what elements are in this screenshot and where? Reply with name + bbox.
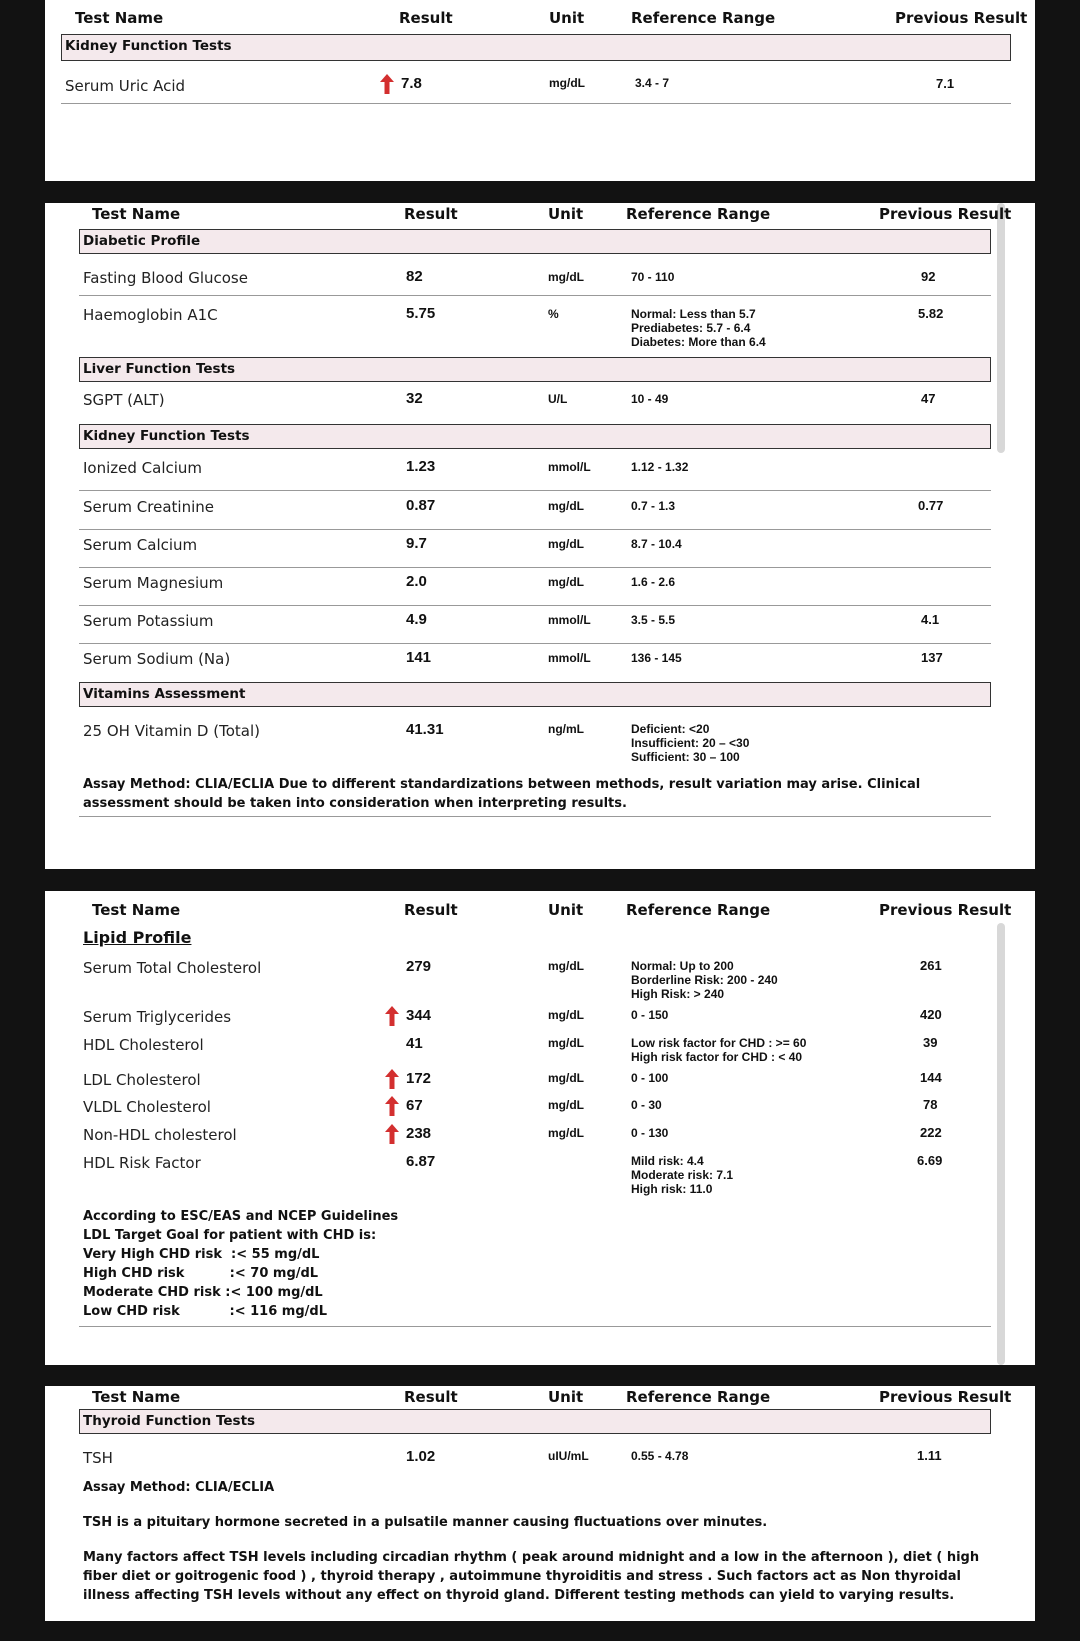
test-reference-range: 0.55 - 4.78 xyxy=(631,1449,689,1463)
test-previous-result: 1.11 xyxy=(917,1448,942,1463)
assay-method-note: Assay Method: CLIA/ECLIA Due to different standardizations between methods, result variation may arise. Clinical assessment should be taken into consideration when interpreting results. xyxy=(83,777,921,811)
test-reference-range: 10 - 49 xyxy=(631,392,669,406)
assay-method-note: Assay Method: CLIA/ECLIA xyxy=(83,1480,275,1495)
test-reference-range: 70 - 110 xyxy=(631,270,675,284)
test-previous-result: 420 xyxy=(920,1007,942,1022)
test-name: Serum Uric Acid xyxy=(65,77,186,95)
test-result: 344 xyxy=(406,1007,432,1024)
test-unit: mg/dL xyxy=(549,76,585,90)
test-result: 2.0 xyxy=(406,573,427,590)
test-previous-result: 47 xyxy=(921,391,936,406)
test-name: HDL Risk Factor xyxy=(83,1154,201,1172)
test-name: Serum Creatinine xyxy=(83,498,214,516)
test-reference-range: 0 - 100 xyxy=(631,1071,669,1085)
test-unit: mg/dL xyxy=(548,575,584,589)
row-divider xyxy=(79,605,991,606)
header-previous-result: Previous Result xyxy=(895,9,1028,27)
panel-kidney-uric xyxy=(45,0,1035,181)
test-unit: mg/dL xyxy=(548,270,584,284)
test-name: TSH xyxy=(83,1449,113,1467)
panel-thyroid-function xyxy=(45,1386,1035,1621)
test-reference-range: 1.6 - 2.6 xyxy=(631,575,676,589)
test-reference-range: 0 - 30 xyxy=(631,1098,662,1112)
test-previous-result: 7.1 xyxy=(936,76,955,91)
section-diabetic-profile: Diabetic Profile xyxy=(79,229,991,254)
test-previous-result: 5.82 xyxy=(918,306,944,321)
test-unit: mmol/L xyxy=(548,460,591,474)
section-kidney-function: Kidney Function Tests xyxy=(61,34,1011,61)
header-test-name: Test Name xyxy=(92,1388,181,1406)
guideline-line: LDL Target Goal for patient with CHD is: xyxy=(83,1228,377,1243)
test-reference-range: 1.12 - 1.32 xyxy=(631,460,689,474)
test-reference-range: Normal: Up to 200 Borderline Risk: 200 - 240 High Risk: > 240 xyxy=(631,959,778,1001)
test-result: 32 xyxy=(406,390,423,407)
panel-lipid-profile xyxy=(45,891,1035,1365)
row-divider xyxy=(79,490,991,491)
test-reference-range: 0.7 - 1.3 xyxy=(631,499,676,513)
test-unit: % xyxy=(548,307,559,321)
tsh-factors-note: Many factors affect TSH levels including circadian rhythm ( peak around midnight and a low in the afternoon ), diet ( high fiber diet or goitrogenic food ) , thyroid therapy , autoimmune thyroiditis and stress . Such factors act as Non thyroidal illness affecting TSH levels without any effect on thyroid gland. Different testing methods can yield to varying results. xyxy=(83,1550,980,1603)
header-unit: Unit xyxy=(548,1388,584,1406)
row-divider xyxy=(79,643,991,644)
tsh-description-note: TSH is a pituitary hormone secreted in a pulsatile manner causing fluctuations over minutes. xyxy=(83,1515,768,1530)
section-vitamins-assessment: Vitamins Assessment xyxy=(79,682,991,707)
test-result: 67 xyxy=(406,1097,423,1114)
section-thyroid-function: Thyroid Function Tests xyxy=(79,1409,991,1434)
header-result: Result xyxy=(404,901,458,919)
test-previous-result: 4.1 xyxy=(921,612,940,627)
test-unit: mmol/L xyxy=(548,651,591,665)
header-unit: Unit xyxy=(549,9,585,27)
test-result: 82 xyxy=(406,268,423,285)
panel-diabetic-liver-kidney-vitamins xyxy=(45,203,1035,869)
high-flag-arrow-icon xyxy=(385,1006,399,1026)
test-reference-range: 0 - 130 xyxy=(631,1126,669,1140)
test-reference-range: Normal: Less than 5.7 Prediabetes: 5.7 - 6.4 Diabetes: More than 6.4 xyxy=(631,307,766,349)
test-name: Serum Magnesium xyxy=(83,574,224,592)
test-name: Non-HDL cholesterol xyxy=(83,1126,237,1144)
test-name: Serum Triglycerides xyxy=(83,1008,232,1026)
header-test-name: Test Name xyxy=(92,205,181,223)
test-reference-range: 8.7 - 10.4 xyxy=(631,537,682,551)
row-divider xyxy=(61,103,1011,104)
test-name: Ionized Calcium xyxy=(83,459,203,477)
header-previous-result: Previous Result xyxy=(879,205,1012,223)
test-result: 7.8 xyxy=(401,75,422,92)
guideline-line: Low CHD risk :< 116 mg/dL xyxy=(83,1304,327,1319)
test-unit: mg/dL xyxy=(548,1126,584,1140)
test-unit: mg/dL xyxy=(548,1008,584,1022)
row-divider xyxy=(79,567,991,568)
test-name: Fasting Blood Glucose xyxy=(83,269,248,287)
high-flag-arrow-icon xyxy=(385,1124,399,1144)
test-result: 0.87 xyxy=(406,497,436,514)
test-unit: U/L xyxy=(548,392,568,406)
guideline-line: High CHD risk :< 70 mg/dL xyxy=(83,1266,319,1281)
test-reference-range: Mild risk: 4.4 Moderate risk: 7.1 High risk: 11.0 xyxy=(631,1154,734,1196)
header-unit: Unit xyxy=(548,205,584,223)
test-name: HDL Cholesterol xyxy=(83,1036,204,1054)
test-reference-range: 3.4 - 7 xyxy=(635,76,670,90)
test-unit: mg/dL xyxy=(548,1071,584,1085)
test-unit: mg/dL xyxy=(548,1098,584,1112)
test-reference-range: 136 - 145 xyxy=(631,651,682,665)
scrollbar[interactable] xyxy=(997,923,1005,1365)
guideline-line: Very High CHD risk :< 55 mg/dL xyxy=(83,1247,320,1262)
high-flag-arrow-icon xyxy=(380,74,394,94)
test-previous-result: 78 xyxy=(923,1097,938,1112)
section-liver-function: Liver Function Tests xyxy=(79,357,991,382)
scrollbar[interactable] xyxy=(997,203,1005,453)
test-name: LDL Cholesterol xyxy=(83,1071,201,1089)
test-reference-range: 3.5 - 5.5 xyxy=(631,613,676,627)
test-previous-result: 144 xyxy=(920,1070,942,1085)
row-divider xyxy=(79,1326,991,1327)
header-result: Result xyxy=(404,205,458,223)
test-name: Serum Potassium xyxy=(83,612,214,630)
header-unit: Unit xyxy=(548,901,584,919)
test-unit: mg/dL xyxy=(548,537,584,551)
header-previous-result: Previous Result xyxy=(879,901,1012,919)
test-result: 1.02 xyxy=(406,1448,436,1465)
test-result: 9.7 xyxy=(406,535,427,552)
header-reference-range: Reference Range xyxy=(626,205,771,223)
test-result: 6.87 xyxy=(406,1153,436,1170)
test-previous-result: 137 xyxy=(921,650,943,665)
ldl-guidelines xyxy=(83,1207,398,1321)
high-flag-arrow-icon xyxy=(385,1069,399,1089)
test-result: 4.9 xyxy=(406,611,427,628)
header-reference-range: Reference Range xyxy=(631,9,776,27)
high-flag-arrow-icon xyxy=(385,1096,399,1116)
test-unit: mmol/L xyxy=(548,613,591,627)
test-result: 238 xyxy=(406,1125,432,1142)
header-reference-range: Reference Range xyxy=(626,901,771,919)
test-unit: mg/dL xyxy=(548,1036,584,1050)
test-name: VLDL Cholesterol xyxy=(83,1098,211,1116)
test-result: 41.31 xyxy=(406,721,444,738)
guideline-line: According to ESC/EAS and NCEP Guidelines xyxy=(83,1209,399,1224)
test-unit: ng/mL xyxy=(548,722,584,736)
test-reference-range: Low risk factor for CHD : >= 60 High risk factor for CHD : < 40 xyxy=(631,1036,807,1064)
row-divider xyxy=(79,529,991,530)
header-reference-range: Reference Range xyxy=(626,1388,771,1406)
test-result: 141 xyxy=(406,649,432,666)
test-previous-result: 39 xyxy=(923,1035,938,1050)
header-result: Result xyxy=(404,1388,458,1406)
header-previous-result: Previous Result xyxy=(879,1388,1012,1406)
section-lipid-profile: Lipid Profile xyxy=(83,928,192,947)
guideline-line: Moderate CHD risk :< 100 mg/dL xyxy=(83,1285,323,1300)
test-unit: uIU/mL xyxy=(548,1449,589,1463)
row-divider xyxy=(79,295,991,296)
test-name: Serum Total Cholesterol xyxy=(83,959,262,977)
test-name: 25 OH Vitamin D (Total) xyxy=(83,722,260,740)
test-unit: mg/dL xyxy=(548,959,584,973)
test-previous-result: 6.69 xyxy=(917,1153,943,1168)
header-test-name: Test Name xyxy=(75,9,164,27)
test-name: Serum Sodium (Na) xyxy=(83,650,231,668)
test-name: Serum Calcium xyxy=(83,536,198,554)
test-reference-range: Deficient: <20 Insufficient: 20 – <30 Sufficient: 30 – 100 xyxy=(631,722,750,764)
test-result: 172 xyxy=(406,1070,432,1087)
row-divider xyxy=(79,816,991,817)
test-unit: mg/dL xyxy=(548,499,584,513)
test-previous-result: 222 xyxy=(920,1125,942,1140)
test-name: SGPT (ALT) xyxy=(83,391,165,409)
header-test-name: Test Name xyxy=(92,901,181,919)
test-previous-result: 92 xyxy=(921,269,936,284)
test-result: 279 xyxy=(406,958,432,975)
test-reference-range: 0 - 150 xyxy=(631,1008,669,1022)
test-result: 5.75 xyxy=(406,305,436,322)
test-name: Haemoglobin A1C xyxy=(83,306,218,324)
section-kidney-function: Kidney Function Tests xyxy=(79,424,991,449)
test-previous-result: 0.77 xyxy=(918,498,944,513)
test-result: 1.23 xyxy=(406,458,436,475)
test-previous-result: 261 xyxy=(920,958,942,973)
test-result: 41 xyxy=(406,1035,423,1052)
header-result: Result xyxy=(399,9,453,27)
